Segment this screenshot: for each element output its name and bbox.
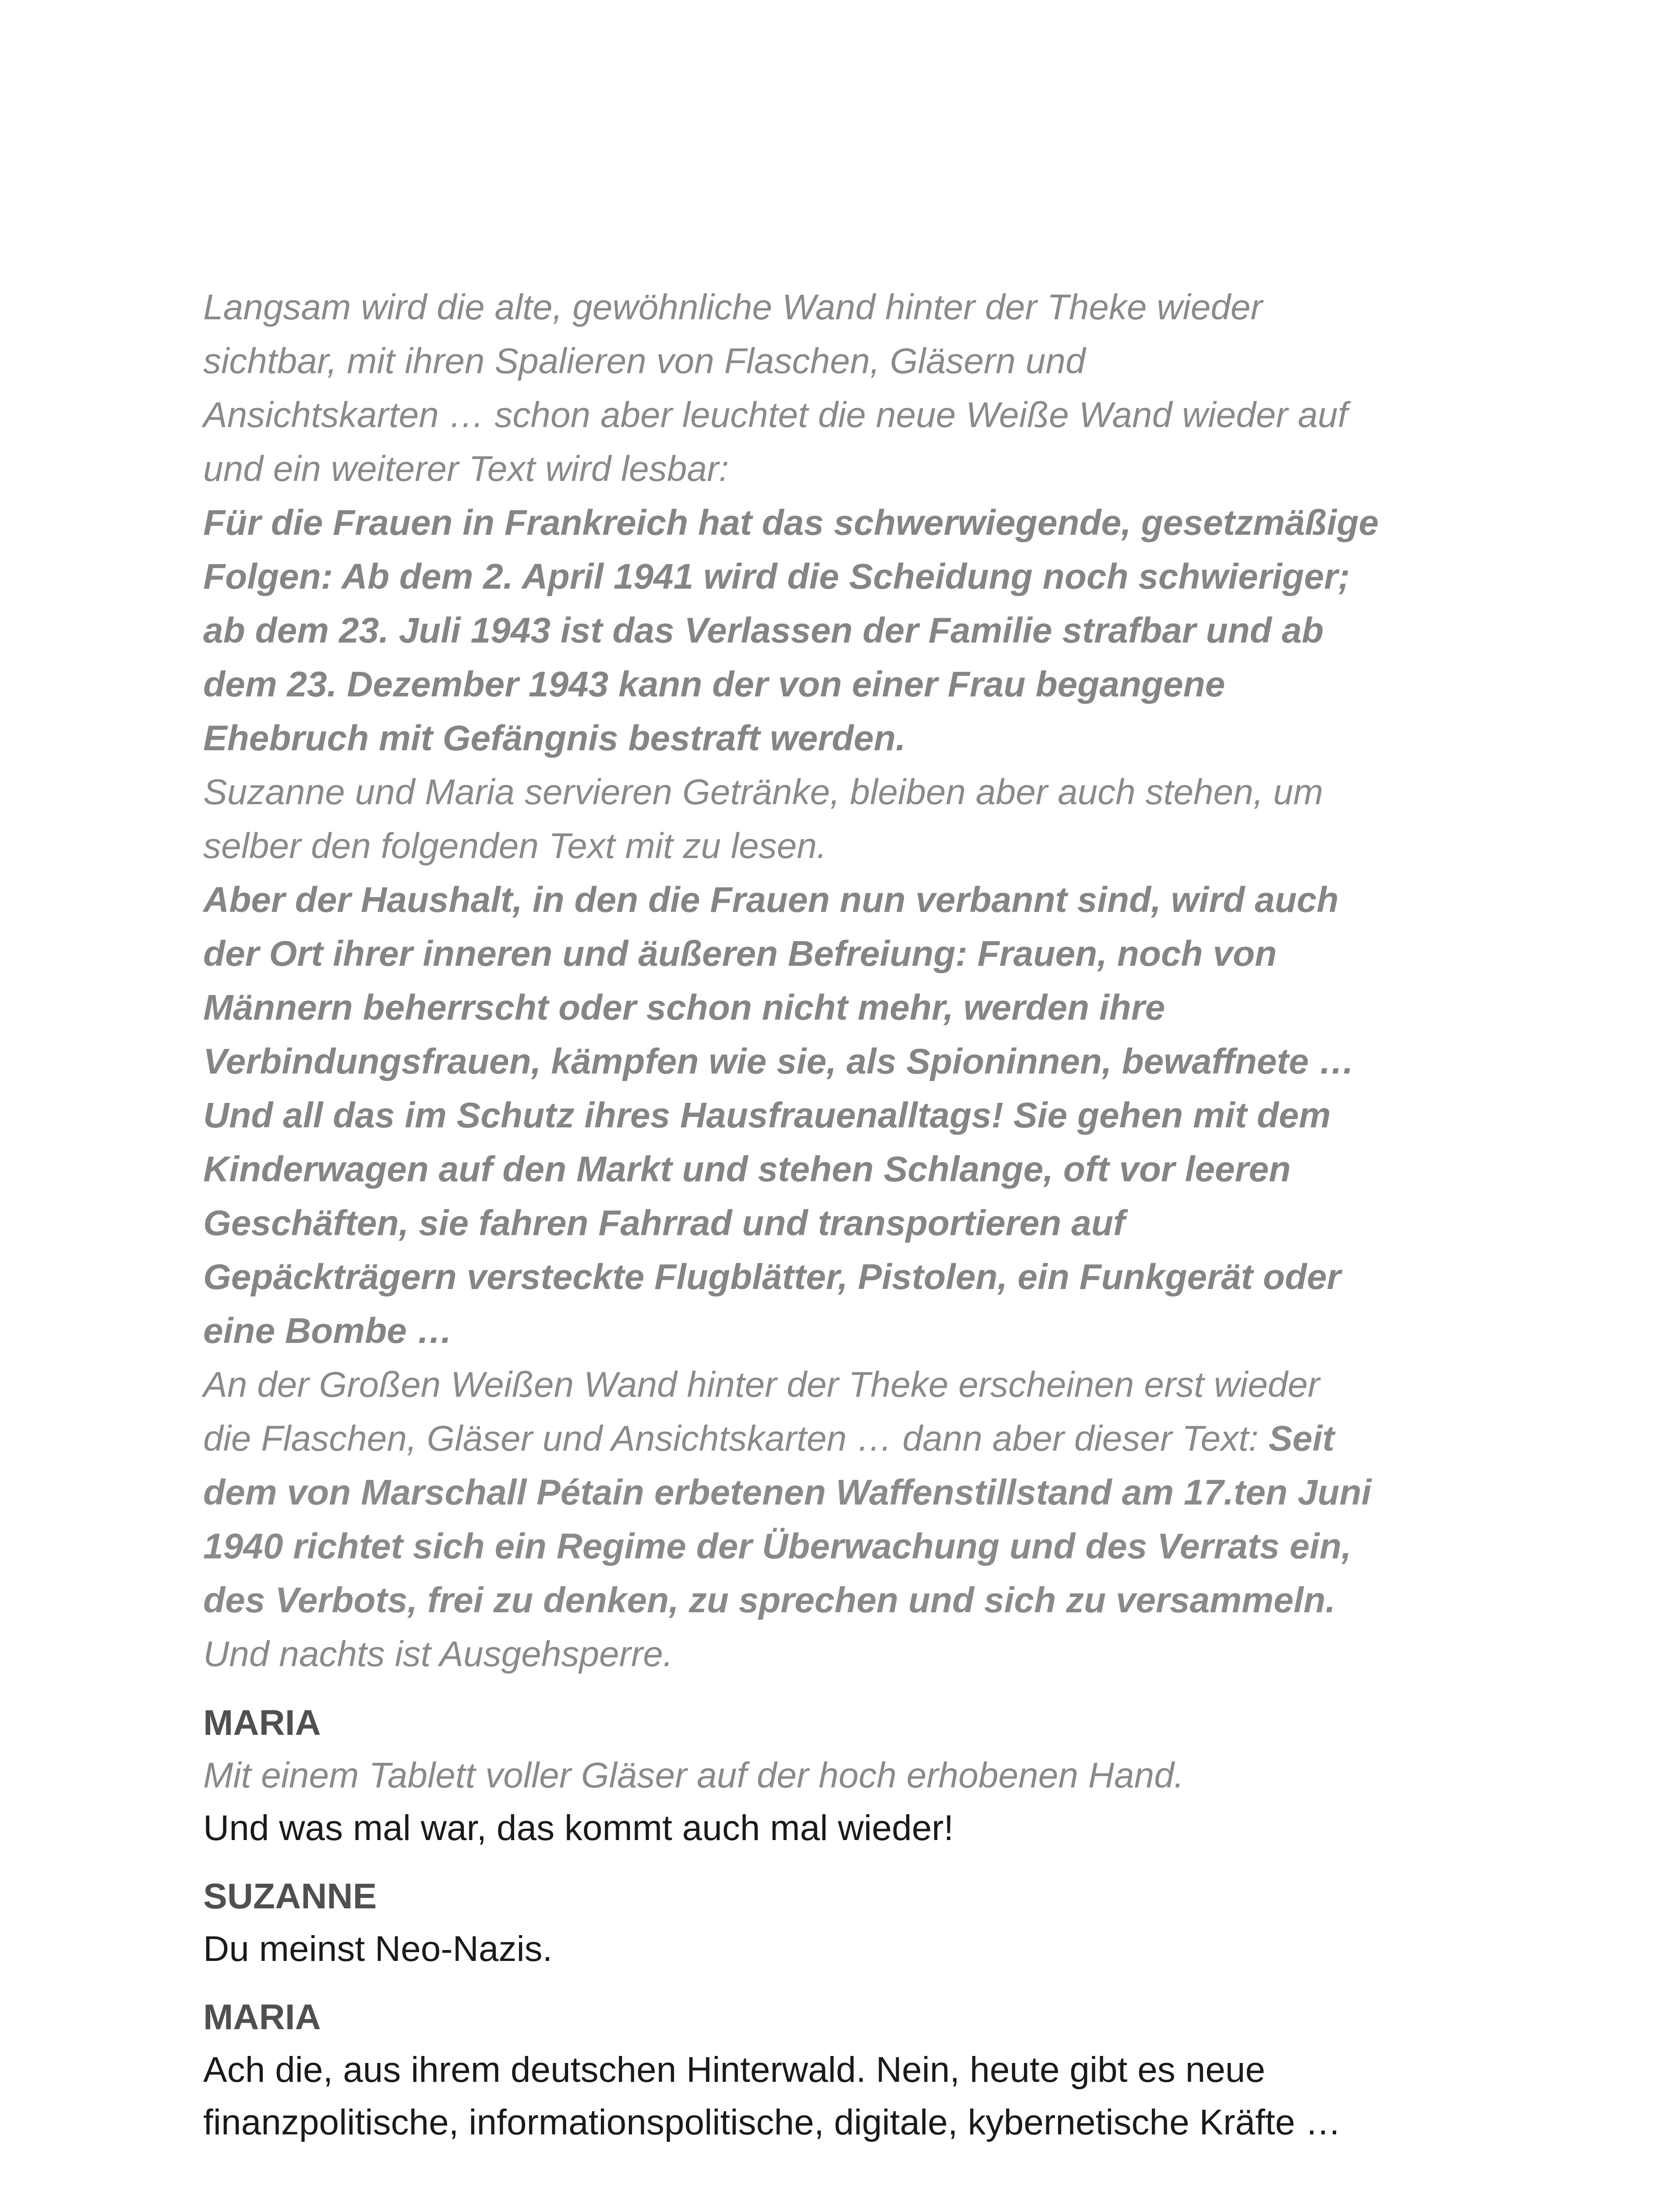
text-line: eine Bombe … xyxy=(203,1311,453,1351)
text-line: Ansichtskarten … schon aber leuchtet die neue Weiße Wand wieder auf xyxy=(203,395,1348,435)
text-line: Kinderwagen auf den Markt und stehen Schlange, oft vor leeren xyxy=(203,1149,1291,1189)
text-line: ab dem 23. Juli 1943 ist das Verlassen der Familie strafbar und ab xyxy=(203,611,1324,650)
wall-text-segment: Seit xyxy=(1268,1419,1334,1459)
text-line: Gepäckträgern versteckte Flugblätter, Pistolen, ein Funkgerät oder xyxy=(203,1257,1341,1297)
dialogue-line: Du meinst Neo-Nazis. xyxy=(203,1929,553,1969)
text-line: Ehebruch mit Gefängnis bestraft werden. xyxy=(203,718,906,758)
text-line: Langsam wird die alte, gewöhnliche Wand hinter der Theke wieder xyxy=(203,287,1263,327)
dialogue-stage-direction: Mit einem Tablett voller Gläser auf der hoch erhobenen Hand. xyxy=(203,1756,1184,1795)
text-line: Und all das im Schutz ihres Hausfrauenalltags! Sie gehen mit dem xyxy=(203,1095,1331,1135)
text-line: und ein weiterer Text wird lesbar: xyxy=(203,449,729,489)
page-content xyxy=(203,280,1482,2149)
text-line: Geschäften, sie fahren Fahrrad und transportieren auf xyxy=(203,1203,1126,1243)
stage-direction-3 xyxy=(203,1358,1482,1681)
text-line: Und nachts ist Ausgehsperre. xyxy=(203,1634,673,1674)
text-line: selber den folgenden Text mit zu lesen. xyxy=(203,826,827,866)
speaker-name: MARIA xyxy=(203,1703,321,1743)
stage-text-segment: die Flaschen, Gläser und Ansichtskarten … dann aber dieser Text: xyxy=(203,1419,1269,1459)
stage-direction-2 xyxy=(203,765,1482,873)
text-line: dem 23. Dezember 1943 kann der von einer Frau begangene xyxy=(203,664,1225,704)
text-line: Verbindungsfrauen, kämpfen wie sie, als Spioninnen, bewaffnete … xyxy=(203,1042,1355,1081)
text-line: Folgen: Ab dem 2. April 1941 wird die Scheidung noch schwieriger; xyxy=(203,557,1350,597)
text-line: Aber der Haushalt, in den die Frauen nun verbannt sind, wird auch xyxy=(203,880,1339,920)
dialogue-line: Ach die, aus ihrem deutschen Hinterwald. Nein, heute gibt es neue xyxy=(203,2050,1266,2090)
text-line-mixed xyxy=(203,1412,1482,1466)
wall-text-line: dem von Marschall Pétain erbetenen Waffenstillstand am 17.ten Juni xyxy=(203,1473,1372,1512)
text-line: Männern beherrscht oder schon nicht mehr, werden ihre xyxy=(203,988,1165,1028)
stage-direction-1 xyxy=(203,280,1482,496)
wall-text-line: des Verbots, frei zu denken, zu sprechen und sich zu versammeln. xyxy=(203,1580,1336,1620)
speaker-name: SUZANNE xyxy=(203,1876,377,1916)
text-line: Suzanne und Maria servieren Getränke, bleiben aber auch stehen, um xyxy=(203,772,1324,812)
speaker-name: MARIA xyxy=(203,1997,321,2037)
wall-text-line: 1940 richtet sich ein Regime der Überwachung und des Verrats ein, xyxy=(203,1526,1352,1566)
text-line: der Ort ihrer inneren und äußeren Befreiung: Frauen, noch von xyxy=(203,934,1277,974)
dialogue-block xyxy=(203,2044,1482,2149)
text-line: sichtbar, mit ihren Spalieren von Flaschen, Gläsern und xyxy=(203,341,1086,381)
text-line: Für die Frauen in Frankreich hat das schwerwiegende, gesetzmäßige xyxy=(203,503,1379,543)
text-line: An der Großen Weißen Wand hinter der Theke erscheinen erst wieder xyxy=(203,1365,1320,1405)
wall-text-1 xyxy=(203,496,1482,765)
wall-text-2 xyxy=(203,873,1482,1358)
dialogue-line: Und was mal war, das kommt auch mal wieder! xyxy=(203,1808,954,1848)
dialogue-line: finanzpolitische, informationspolitische, digitale, kybernetische Kräfte … xyxy=(203,2102,1341,2142)
